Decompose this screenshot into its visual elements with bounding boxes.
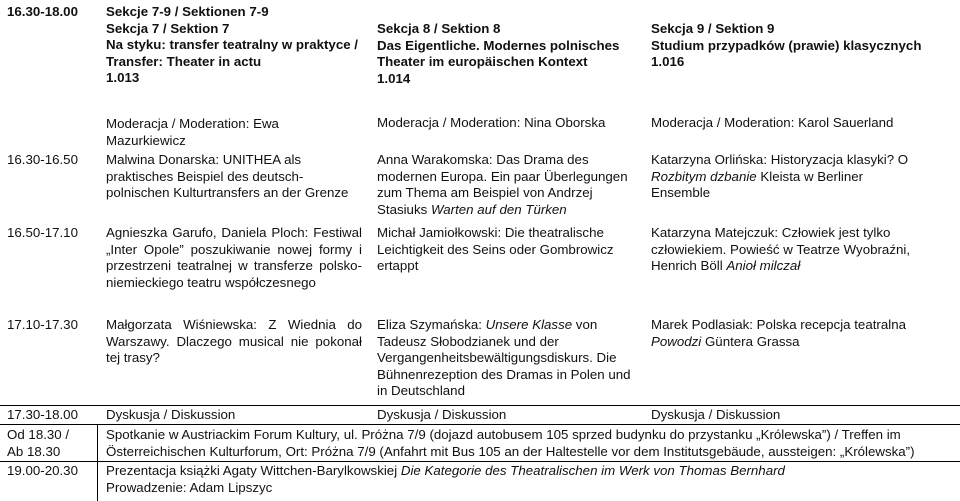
- section-header-line: Sekcja 7 / Sektion 7: [106, 20, 230, 36]
- footer-1-time: [7, 427, 69, 460]
- section-8-header: [377, 21, 642, 87]
- section-header-line: Na styku: transfer teatralny w praktyce /: [106, 37, 359, 52]
- footer-time-line: Od 18.30 /: [7, 427, 70, 442]
- talk-text: Marek Podlasiak: Polska recepcja teatralna: [651, 317, 906, 332]
- footer-2-time: 19.00-20.30: [7, 463, 78, 478]
- talk-text: Michał Jamiołkowski: Die theatralische Leichtigkeit des Seins oder Gombrowicz ertappt: [377, 225, 614, 273]
- column-divider: [97, 424, 98, 501]
- slot-2-time: 16.50-17.10: [7, 225, 78, 240]
- slot-1-talk-col2: [377, 152, 639, 218]
- talk-text: von Tadeusz Słobodzianek und der Vergangenheitsbewältigungsdiskurs. Die Bühnenrezeption des Dramas in Polen und in Deutschland: [377, 317, 631, 398]
- section-9-header: [651, 21, 951, 71]
- book-title-italic: Die Kategorie des Theatralischen im Werk von Thomas Bernhard: [400, 463, 785, 478]
- section-header-line: Sekcja 9 / Sektion 9: [651, 21, 775, 36]
- section-header-line: Sekcje 7-9 / Sektionen 7-9: [106, 4, 269, 19]
- slot-1-talk-col1: Malwina Donarska: UNITHEA als praktisches Beispiel des deutsch-polnischen Kulturtransfers an der Grenze: [106, 152, 349, 200]
- section-header-line: Studium przypadków (prawie) klasycznych: [651, 37, 922, 53]
- section-header-line: Theater im europäischen Kontext: [377, 54, 588, 69]
- section-header-line: Sekcja 8 / Sektion 8: [377, 21, 501, 36]
- slot-3-talk-col2: [377, 317, 639, 400]
- section-header-line: 1.016: [651, 54, 685, 69]
- talk-title-italic: Unsere Klasse: [485, 317, 573, 332]
- moderation-col1: Moderacja / Moderation: Ewa Mazurkiewicz: [106, 116, 279, 148]
- talk-title-italic: Warten auf den Türken: [430, 201, 567, 217]
- talk-text: Katarzyna Orlińska: Historyzacja klasyki? O: [651, 152, 909, 167]
- slot-3-time: 17.10-17.30: [7, 317, 78, 332]
- footer-text-line: [106, 463, 956, 480]
- section-header-line: 1.013: [106, 70, 140, 85]
- section-header-line: 1.014: [377, 70, 411, 86]
- header-time: 16.30-18.00: [7, 4, 78, 19]
- section-7-header: [106, 4, 366, 87]
- footer-text-line: Prowadzenie: Adam Lipszyc: [106, 479, 273, 495]
- divider-line: [0, 461, 960, 462]
- divider-line: [0, 424, 960, 425]
- slot-2-talk-col1: Agnieszka Garufo, Daniela Ploch: Festiwal „Inter Opole” poszukiwanie nowej formy i przestrzeni teatralnej w transferze polsko-niemieckiego teatru współczesnego: [106, 225, 362, 290]
- talk-title-italic: Powodzi: [651, 333, 702, 349]
- footer-text-line: Spotkanie w Austriackim Forum Kultury, ul. Próżna 7/9 (dojazd autobusem 105 sprzed budynku do przystanku „Królewska”) / Treffen im: [106, 427, 901, 442]
- discussion-col1: Dyskusja / Diskussion: [106, 407, 236, 422]
- footer-1-text: [106, 427, 956, 460]
- talk-text: Anna Warakomska: Das Drama des modernen Europa. Ein paar Überlegungen zum Thema am Beispiel von Andrzej Stasiuks: [377, 152, 628, 217]
- footer-2-text: [106, 463, 956, 496]
- footer-time-line: Ab 18.30: [7, 443, 61, 459]
- talk-text: Kleista w Berliner Ensemble: [651, 168, 864, 200]
- section-header-line: Das Eigentliche. Modernes polnisches: [377, 37, 620, 53]
- slot-2-talk-col3: [651, 225, 923, 275]
- discussion-col3: Dyskusja / Diskussion: [651, 407, 781, 422]
- footer-text: Prezentacja książki Agaty Wittchen-Barylkowskiej: [106, 463, 401, 478]
- talk-text: Güntera Grassa: [701, 333, 800, 349]
- talk-title-italic: Anioł milczał: [726, 258, 801, 273]
- discussion-time: 17.30-18.00: [7, 407, 78, 422]
- slot-1-talk-col3: [651, 152, 923, 202]
- slot-3-talk-col1: Małgorzata Wiśniewska: Z Wiednia do Warszawy. Dlaczego musical nie pokonał tej trasy?: [106, 317, 362, 365]
- moderation-col3: Moderacja / Moderation: Karol Sauerland: [651, 115, 894, 130]
- slot-1-time: 16.30-16.50: [7, 152, 78, 167]
- talk-text: Eliza Szymańska:: [377, 317, 486, 332]
- section-header-line: Transfer: Theater in actu: [106, 53, 262, 69]
- moderation-col2: Moderacja / Moderation: Nina Oborska: [377, 115, 606, 130]
- slot-2-talk-col2: [377, 225, 639, 275]
- footer-text-line: Österreichischen Kulturforum, Ort: Próżna 7/9 (Anfahrt mit Bus 105 an der Haltestelle vor dem Institutsgebäude, aussteigen: „Królewska”): [106, 443, 915, 459]
- talk-title-italic: Rozbitym dzbanie: [651, 168, 757, 184]
- slot-3-talk-col3: [651, 317, 951, 350]
- talk-text: Katarzyna Matejczuk: Człowiek jest tylko człowiekiem. Powieść w Teatrze Wyobraźni, Henrich Böll: [651, 225, 911, 273]
- discussion-col2: Dyskusja / Diskussion: [377, 407, 507, 422]
- divider-line: [0, 405, 960, 406]
